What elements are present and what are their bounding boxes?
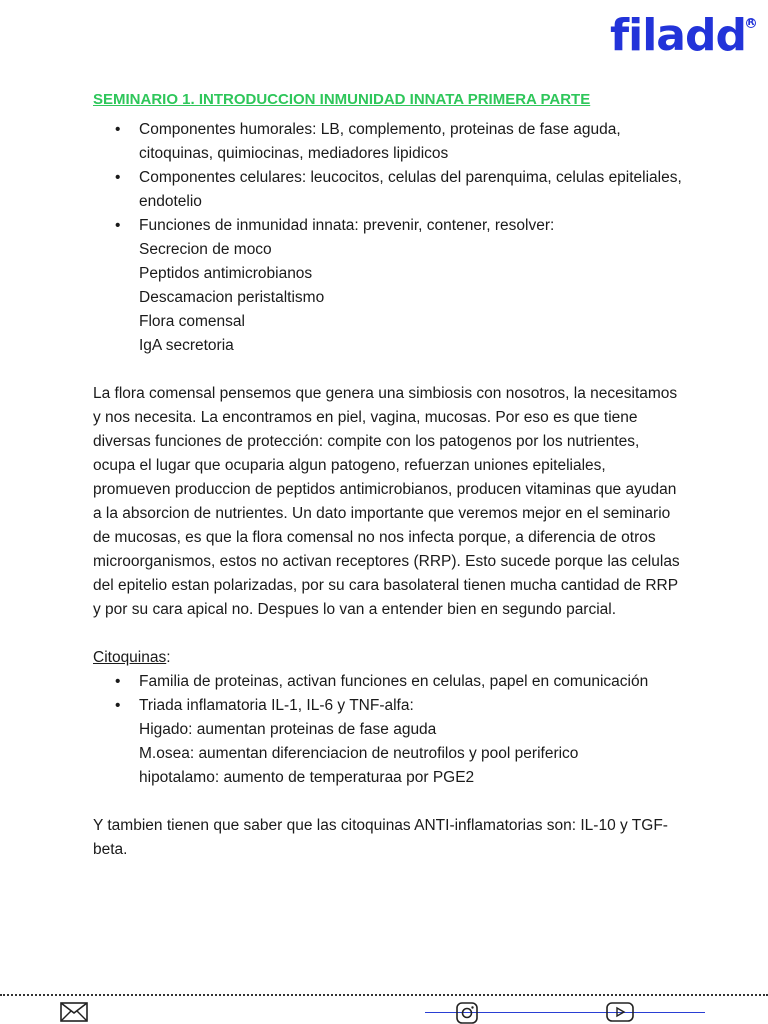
paragraph-antiinflamatorias: Y tambien tienen que saber que las citoquinas ANTI-inflamatorias son: IL-10 y TGF-beta. bbox=[93, 817, 668, 858]
sub-item: M.osea: aumentan diferenciacion de neutrofilos y pool periferico bbox=[139, 745, 579, 762]
list-item: • Componentes humorales: LB, complemento, proteinas de fase aguda, citoquinas, quimiocinas, mediadores lipidicos bbox=[93, 118, 683, 166]
logo-text: filadd bbox=[610, 10, 746, 61]
youtube-icon[interactable] bbox=[606, 1002, 634, 1022]
instagram-icon[interactable] bbox=[456, 1002, 478, 1024]
document-body bbox=[93, 88, 683, 862]
filadd-logo bbox=[610, 10, 755, 61]
mail-icon[interactable] bbox=[60, 1002, 88, 1022]
list-item: • Componentes celulares: leucocitos, celulas del parenquima, celulas epiteliales, endotelio bbox=[93, 166, 683, 214]
sub-item: Flora comensal bbox=[139, 313, 245, 330]
footer-divider bbox=[0, 994, 768, 996]
list-item: • Triada inflamatoria IL-1, IL-6 y TNF-alfa: bbox=[93, 694, 683, 718]
sub-item: hipotalamo: aumento de temperaturaa por PGE2 bbox=[139, 769, 475, 786]
sub-item: IgA secretoria bbox=[139, 337, 234, 354]
section2-heading bbox=[93, 646, 683, 670]
registered-mark: R bbox=[747, 18, 755, 28]
page-title: SEMINARIO 1. INTRODUCCION INMUNIDAD INNATA PRIMERA PARTE bbox=[93, 91, 591, 108]
sub-item: Secrecion de moco bbox=[139, 241, 272, 258]
section1-list bbox=[93, 118, 683, 238]
heading-colon: : bbox=[166, 649, 171, 666]
list-item: • Familia de proteinas, activan funciones en celulas, papel en comunicación bbox=[93, 670, 683, 694]
sub-item: Descamacion peristaltismo bbox=[139, 289, 325, 306]
citoquinas-heading: Citoquinas bbox=[93, 649, 167, 666]
section2-list bbox=[93, 670, 683, 718]
list-item: • Funciones de inmunidad innata: prevenir, contener, resolver: bbox=[93, 214, 683, 238]
paragraph-flora-comensal: La flora comensal pensemos que genera una simbiosis con nosotros, la necesitamos y nos necesita. La encontramos en piel, vagina, mucosas. Por eso es que tiene diversas funciones de protección: compite con los patogenos por los nutrientes, ocupa el lugar que ocuparia algun patogeno, refuerzan uniones epiteliales, promueven produccion de peptidos antimicrobianos, producen vitaminas que ayudan a la absorcion de nutrientes. Un dato importante que veremos mejor en el seminario de mucosas, es que la flora comensal no nos infecta porque, a diferencia de otros microorganismos, estos no activan receptores (RRP). Esto sucede porque las celulas del epitelio estan polarizadas, por su cara basolateral tienen mucha cantidad de RRP y por su cara apical no. Despues lo van a entender bien en segundo parcial. bbox=[93, 385, 680, 618]
sub-item: Higado: aumentan proteinas de fase aguda bbox=[139, 721, 437, 738]
sub-item: Peptidos antimicrobianos bbox=[139, 265, 313, 282]
